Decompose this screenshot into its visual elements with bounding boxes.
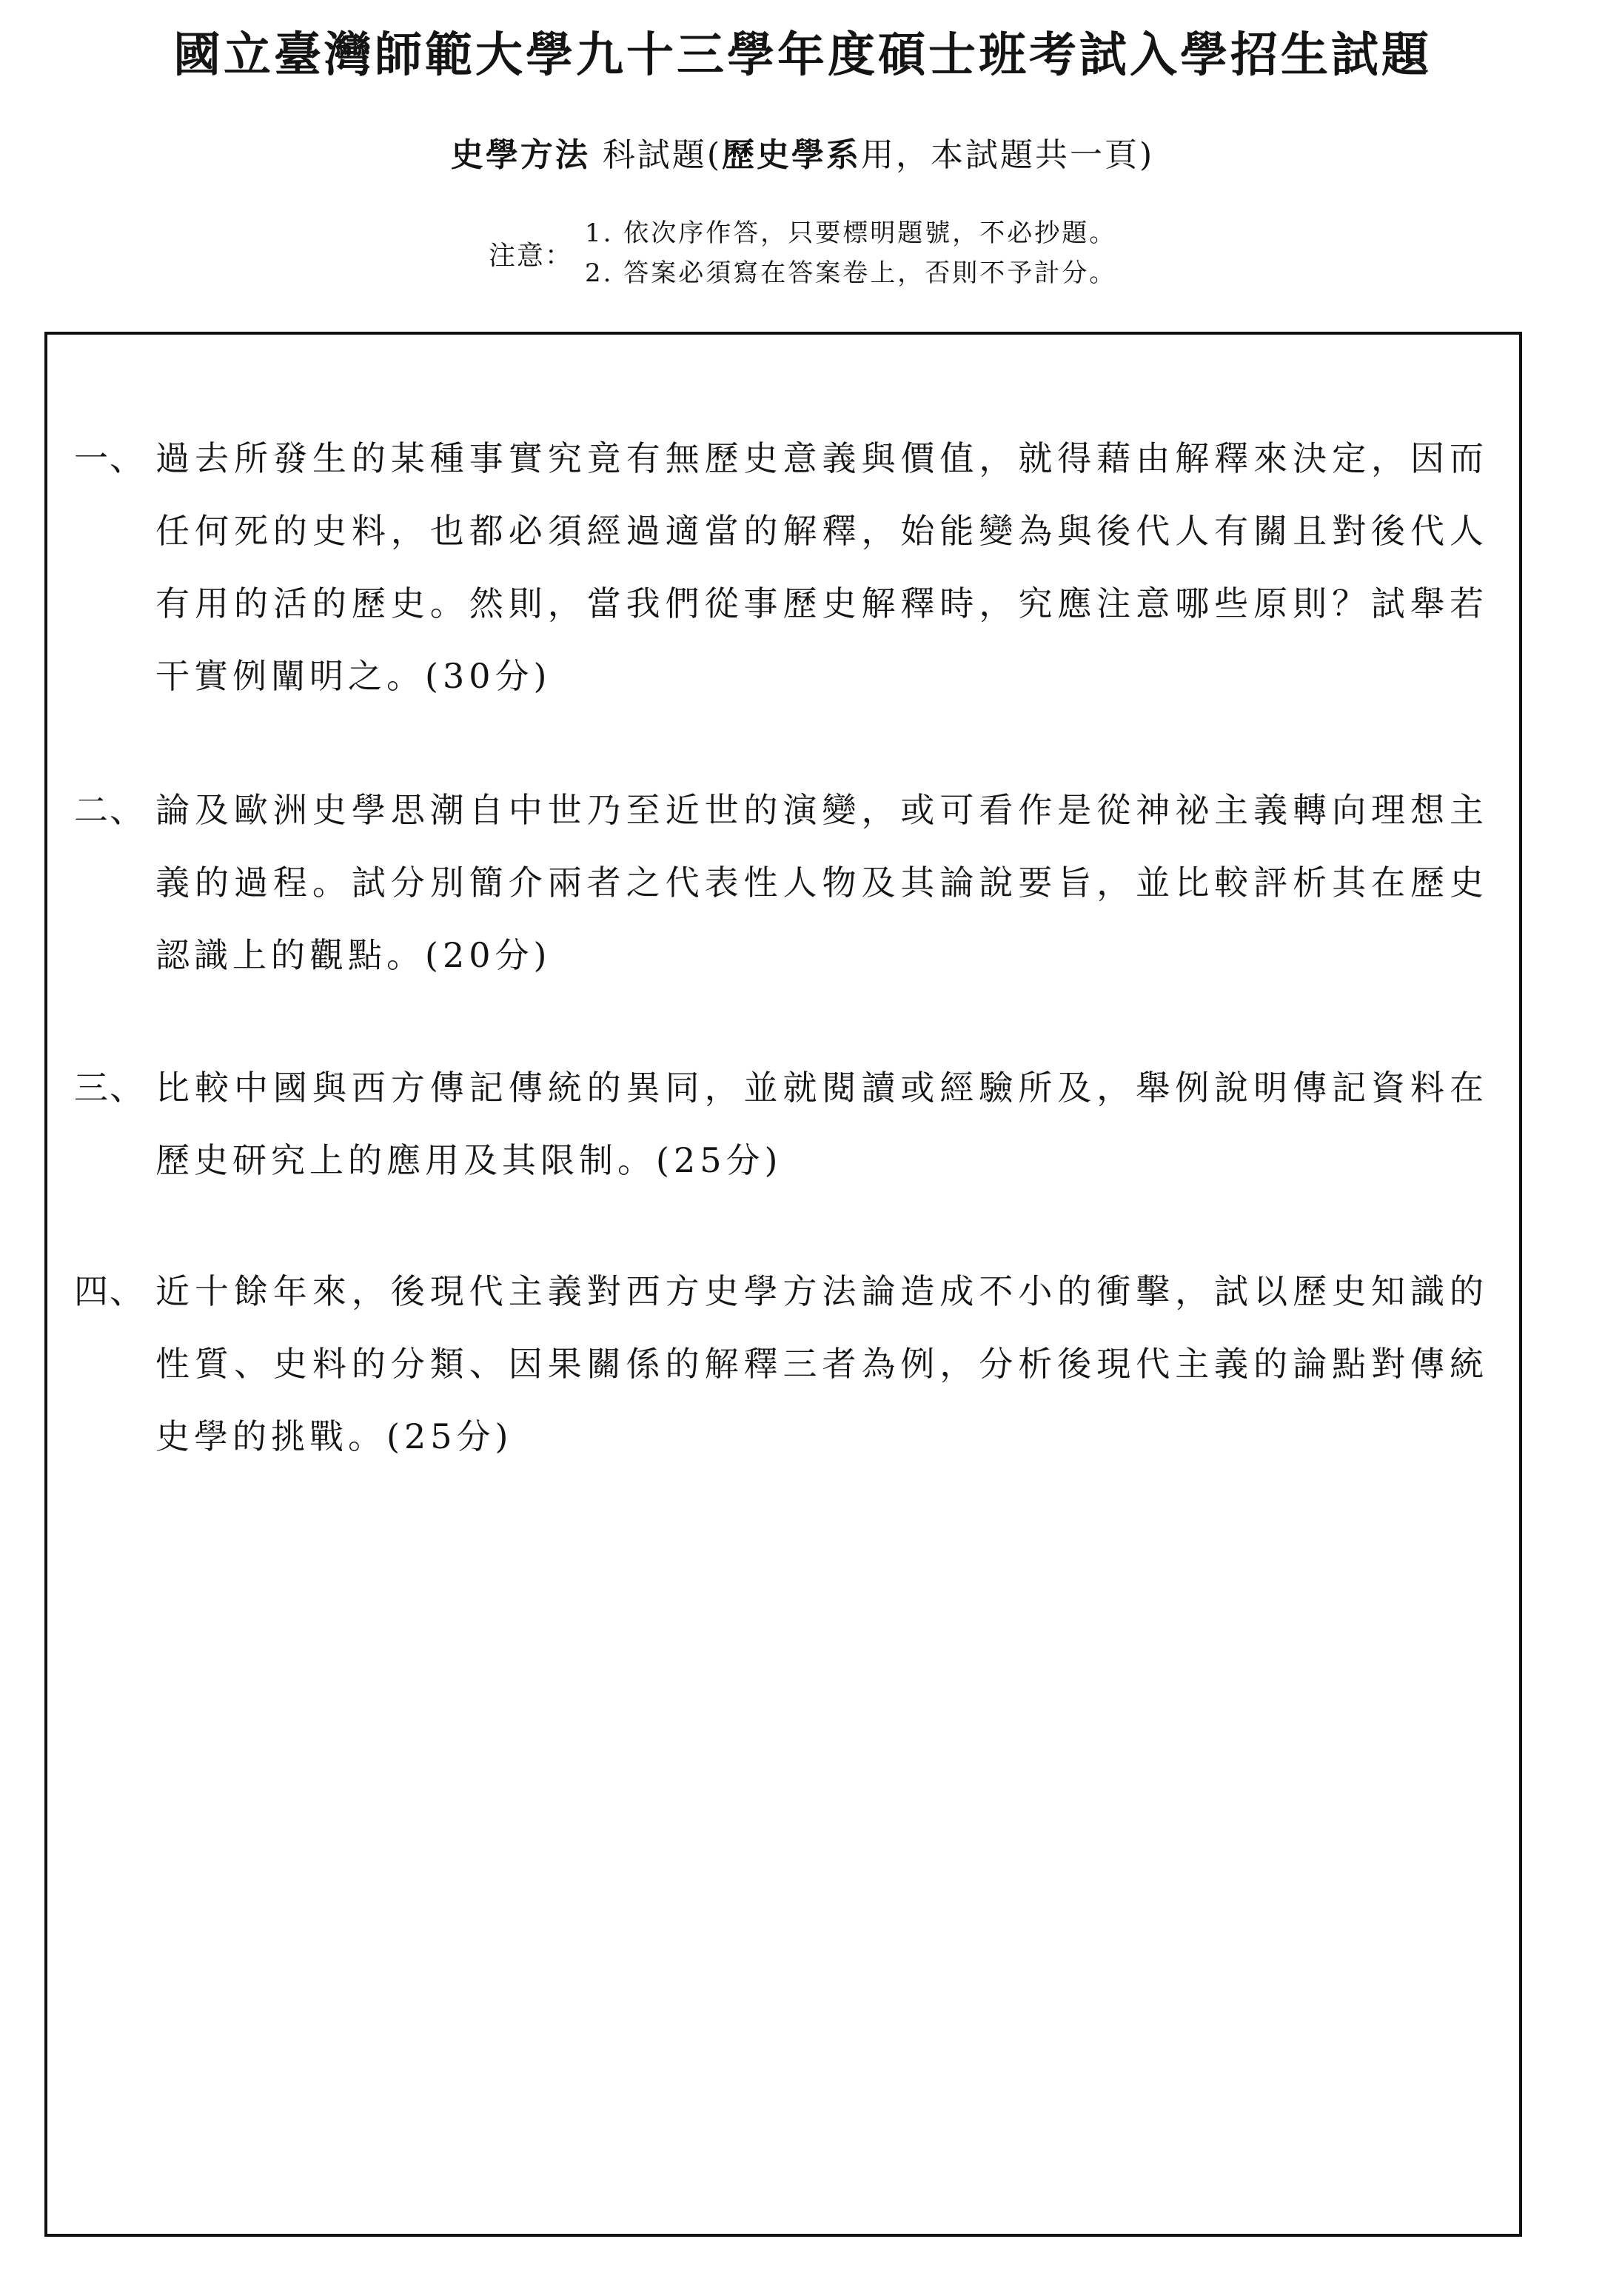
question-2 <box>74 774 1510 991</box>
question-text: 比較中國與西方傳記傳統的異同，並就閱讀或經驗所及，舉例說明傳記資料在歷史研究上的應用及其限制。(25分) <box>155 1068 1488 1180</box>
question-text: 論及歐洲史學思潮自中世乃至近世的演變，或可看作是從神祕主義轉向理想主義的過程。試分別簡介兩者之代表性人物及其論說要旨，並比較評析其在歷史認識上的觀點。(20分) <box>155 790 1488 975</box>
question-text: 近十餘年來，後現代主義對西方史學方法論造成不小的衝擊，試以歷史知識的性質、史料的分類、因果關係的解釋三者為例，分析後現代主義的論點對傳統史學的挑戰。(25分) <box>155 1271 1488 1456</box>
question-number: 一、 <box>74 438 145 478</box>
note-item: 1. 依次序作答，只要標明題號，不必抄題。 <box>585 218 1117 248</box>
subject-name: 史學方法 <box>450 136 590 174</box>
paren-close: ) <box>1139 136 1155 174</box>
question-1 <box>74 422 1510 712</box>
subject-suffix: 科試題 <box>602 136 707 174</box>
department-suffix: 用，本試題共一頁 <box>861 136 1139 174</box>
exam-notes <box>489 213 1451 302</box>
paren-open: ( <box>706 136 722 174</box>
exam-title: 國立臺灣師範大學九十三學年度碩士班考試入學招生試題 <box>173 28 1432 83</box>
question-number: 四、 <box>74 1271 145 1311</box>
question-text: 過去所發生的某種事實究竟有無歷史意義與價值，就得藉由解釋來決定，因而任何死的史料，也都必須經過適當的解釋，始能變為與後代人有關且對後代人有用的活的歷史。然則，當我們從事歷史解釋時，究應注意哪些原則？試舉若干實例闡明之。(30分) <box>155 438 1488 696</box>
exam-subtitle <box>0 133 1605 178</box>
department-name: 歷史學系 <box>722 136 861 174</box>
question-number: 三、 <box>74 1068 145 1108</box>
question-3 <box>74 1051 1510 1196</box>
question-number: 二、 <box>74 790 145 830</box>
question-4 <box>74 1255 1510 1473</box>
notes-list <box>585 213 1116 293</box>
notes-label: 注意： <box>489 241 574 271</box>
note-item: 2. 答案必須寫在答案卷上，否則不予計分。 <box>585 258 1117 288</box>
